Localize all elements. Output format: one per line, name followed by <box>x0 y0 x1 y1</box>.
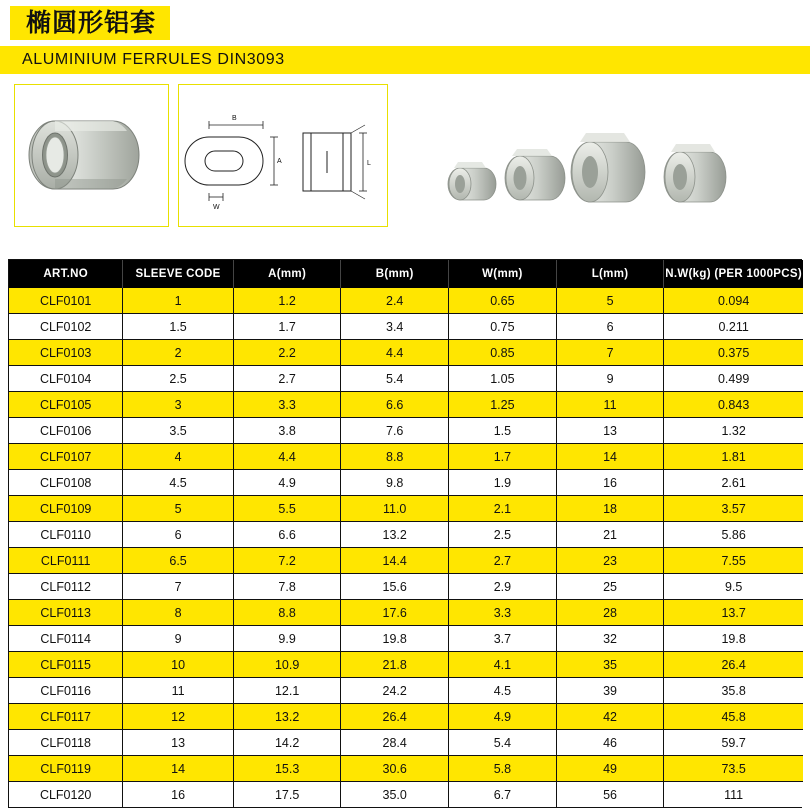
table-cell: CLF0104 <box>9 366 123 392</box>
figure-area <box>0 82 810 247</box>
table-cell: 11.0 <box>341 496 449 522</box>
product-photo-group <box>430 82 800 242</box>
table-row <box>9 782 803 808</box>
table-cell: 3.8 <box>233 418 341 444</box>
table-cell: 2.9 <box>448 574 556 600</box>
table-cell: 3.4 <box>341 314 449 340</box>
table-cell: CLF0119 <box>9 756 123 782</box>
ferrule-photo-icon <box>15 85 168 226</box>
table-cell: CLF0106 <box>9 418 123 444</box>
table-row <box>9 600 803 626</box>
table-cell: 1.5 <box>448 418 556 444</box>
table-cell: 10 <box>123 652 234 678</box>
table-cell: 2 <box>123 340 234 366</box>
dimension-diagram-frame <box>178 84 388 227</box>
table-cell: 35.0 <box>341 782 449 808</box>
table-cell: 1.5 <box>123 314 234 340</box>
table-cell: 6 <box>556 314 663 340</box>
table-cell: 7.6 <box>341 418 449 444</box>
table-cell: 14.4 <box>341 548 449 574</box>
ferrules-photo-icon <box>430 82 800 242</box>
table-cell: 16 <box>123 782 234 808</box>
table-cell: 14 <box>556 444 663 470</box>
table-cell: 13.7 <box>664 600 803 626</box>
th-b-mm: B(mm) <box>341 260 449 288</box>
table-cell: 1.2 <box>233 288 341 314</box>
table-cell: 6 <box>123 522 234 548</box>
table-row <box>9 522 803 548</box>
table-row <box>9 730 803 756</box>
th-art-no: ART.NO <box>9 260 123 288</box>
page-header <box>0 0 810 74</box>
table-cell: 45.8 <box>664 704 803 730</box>
table-cell: 11 <box>556 392 663 418</box>
table-cell: 73.5 <box>664 756 803 782</box>
table-cell: 21 <box>556 522 663 548</box>
table-row <box>9 418 803 444</box>
table-cell: 9.8 <box>341 470 449 496</box>
table-cell: 4.5 <box>123 470 234 496</box>
table-cell: 13 <box>123 730 234 756</box>
table-cell: 0.211 <box>664 314 803 340</box>
table-cell: 0.75 <box>448 314 556 340</box>
table-cell: 3.7 <box>448 626 556 652</box>
table-cell: 12.1 <box>233 678 341 704</box>
table-cell: 2.2 <box>233 340 341 366</box>
svg-text:L: L <box>367 160 371 167</box>
table-cell: 5.4 <box>448 730 556 756</box>
table-cell: 16 <box>556 470 663 496</box>
table-cell: 7.2 <box>233 548 341 574</box>
table-cell: 13 <box>556 418 663 444</box>
table-cell: CLF0108 <box>9 470 123 496</box>
table-header-row <box>9 260 803 288</box>
table-cell: 2.7 <box>448 548 556 574</box>
table-cell: CLF0120 <box>9 782 123 808</box>
table-cell: 18 <box>556 496 663 522</box>
table-cell: 17.6 <box>341 600 449 626</box>
table-cell: 8.8 <box>233 600 341 626</box>
table-cell: 9 <box>556 366 663 392</box>
table-cell: 2.7 <box>233 366 341 392</box>
table-cell: 28.4 <box>341 730 449 756</box>
table-cell: CLF0109 <box>9 496 123 522</box>
table-row <box>9 678 803 704</box>
svg-text:B: B <box>232 115 237 122</box>
table-cell: CLF0105 <box>9 392 123 418</box>
table-cell: CLF0115 <box>9 652 123 678</box>
table-cell: CLF0113 <box>9 600 123 626</box>
table-cell: 49 <box>556 756 663 782</box>
table-cell: 13.2 <box>233 704 341 730</box>
table-cell: CLF0111 <box>9 548 123 574</box>
table-cell: 5.8 <box>448 756 556 782</box>
table-row <box>9 444 803 470</box>
table-cell: 0.65 <box>448 288 556 314</box>
ferrule-photo-frame <box>14 84 169 227</box>
title-chinese-banner <box>10 6 170 40</box>
spec-table-wrapper <box>8 259 802 808</box>
table-cell: 1.7 <box>448 444 556 470</box>
table-cell: 4.5 <box>448 678 556 704</box>
table-cell: 32 <box>556 626 663 652</box>
table-cell: 30.6 <box>341 756 449 782</box>
table-cell: 0.85 <box>448 340 556 366</box>
table-body <box>9 288 803 807</box>
th-sleeve-code: SLEEVE CODE <box>123 260 234 288</box>
table-cell: 17.5 <box>233 782 341 808</box>
th-l-mm: L(mm) <box>556 260 663 288</box>
table-cell: 4 <box>123 444 234 470</box>
table-cell: 8 <box>123 600 234 626</box>
table-row <box>9 314 803 340</box>
table-cell: 1 <box>123 288 234 314</box>
table-cell: 4.4 <box>233 444 341 470</box>
table-cell: 46 <box>556 730 663 756</box>
table-cell: 7 <box>123 574 234 600</box>
table-cell: 3.3 <box>233 392 341 418</box>
table-row <box>9 548 803 574</box>
table-cell: 6.6 <box>341 392 449 418</box>
table-cell: 15.6 <box>341 574 449 600</box>
table-cell: 4.1 <box>448 652 556 678</box>
th-net-weight: N.W(kg) (PER 1000PCS) <box>664 260 803 288</box>
table-cell: 3.3 <box>448 600 556 626</box>
table-cell: 9.5 <box>664 574 803 600</box>
table-cell: 2.5 <box>448 522 556 548</box>
table-cell: 5.86 <box>664 522 803 548</box>
table-cell: 26.4 <box>664 652 803 678</box>
table-cell: 28 <box>556 600 663 626</box>
table-row <box>9 574 803 600</box>
table-cell: 4.4 <box>341 340 449 366</box>
table-cell: 8.8 <box>341 444 449 470</box>
table-cell: 3 <box>123 392 234 418</box>
table-cell: 14 <box>123 756 234 782</box>
table-cell: 4.9 <box>233 470 341 496</box>
table-cell: 4.9 <box>448 704 556 730</box>
table-row <box>9 496 803 522</box>
table-cell: CLF0112 <box>9 574 123 600</box>
table-cell: CLF0118 <box>9 730 123 756</box>
table-cell: 15.3 <box>233 756 341 782</box>
table-cell: 1.05 <box>448 366 556 392</box>
table-cell: CLF0103 <box>9 340 123 366</box>
table-cell: 6.7 <box>448 782 556 808</box>
table-cell: 5.5 <box>233 496 341 522</box>
table-cell: 9 <box>123 626 234 652</box>
table-cell: 1.81 <box>664 444 803 470</box>
table-cell: 14.2 <box>233 730 341 756</box>
table-row <box>9 392 803 418</box>
dimension-diagram-icon <box>179 85 387 226</box>
table-cell: 2.4 <box>341 288 449 314</box>
table-cell: 42 <box>556 704 663 730</box>
table-cell: 3.5 <box>123 418 234 444</box>
table-cell: 2.61 <box>664 470 803 496</box>
svg-text:A: A <box>277 158 282 165</box>
table-cell: 0.843 <box>664 392 803 418</box>
table-cell: 35.8 <box>664 678 803 704</box>
title-english-banner <box>0 46 810 74</box>
table-cell: 12 <box>123 704 234 730</box>
table-cell: 35 <box>556 652 663 678</box>
table-cell: CLF0107 <box>9 444 123 470</box>
table-cell: 111 <box>664 782 803 808</box>
table-cell: CLF0110 <box>9 522 123 548</box>
table-cell: 9.9 <box>233 626 341 652</box>
page-title-english: ALUMINIUM FERRULES DIN3093 <box>22 51 285 68</box>
table-cell: 24.2 <box>341 678 449 704</box>
table-cell: CLF0116 <box>9 678 123 704</box>
table-row <box>9 704 803 730</box>
table-cell: 2.5 <box>123 366 234 392</box>
table-row <box>9 366 803 392</box>
page-title-chinese: 椭圆形铝套 <box>26 9 157 37</box>
th-a-mm: A(mm) <box>233 260 341 288</box>
table-cell: 2.1 <box>448 496 556 522</box>
table-cell: 5.4 <box>341 366 449 392</box>
table-cell: 7.55 <box>664 548 803 574</box>
table-cell: 6.6 <box>233 522 341 548</box>
table-row <box>9 756 803 782</box>
table-cell: 0.094 <box>664 288 803 314</box>
table-row <box>9 340 803 366</box>
table-cell: 19.8 <box>341 626 449 652</box>
svg-text:W: W <box>213 204 220 211</box>
table-cell: 6.5 <box>123 548 234 574</box>
table-cell: 23 <box>556 548 663 574</box>
table-cell: 7.8 <box>233 574 341 600</box>
table-row <box>9 288 803 314</box>
table-cell: 26.4 <box>341 704 449 730</box>
table-cell: 0.375 <box>664 340 803 366</box>
table-cell: CLF0102 <box>9 314 123 340</box>
table-cell: 10.9 <box>233 652 341 678</box>
table-cell: 5 <box>123 496 234 522</box>
table-cell: 0.499 <box>664 366 803 392</box>
table-cell: CLF0101 <box>9 288 123 314</box>
table-cell: 13.2 <box>341 522 449 548</box>
th-w-mm: W(mm) <box>448 260 556 288</box>
table-row <box>9 470 803 496</box>
table-cell: 19.8 <box>664 626 803 652</box>
table-cell: 1.9 <box>448 470 556 496</box>
table-cell: 11 <box>123 678 234 704</box>
table-cell: 3.57 <box>664 496 803 522</box>
table-row <box>9 626 803 652</box>
table-cell: 25 <box>556 574 663 600</box>
table-cell: 1.7 <box>233 314 341 340</box>
table-cell: 5 <box>556 288 663 314</box>
spec-table <box>9 260 803 807</box>
table-cell: 1.32 <box>664 418 803 444</box>
table-row <box>9 652 803 678</box>
table-cell: 7 <box>556 340 663 366</box>
table-cell: CLF0114 <box>9 626 123 652</box>
table-cell: 21.8 <box>341 652 449 678</box>
table-cell: 56 <box>556 782 663 808</box>
table-cell: CLF0117 <box>9 704 123 730</box>
table-cell: 39 <box>556 678 663 704</box>
table-cell: 59.7 <box>664 730 803 756</box>
table-cell: 1.25 <box>448 392 556 418</box>
